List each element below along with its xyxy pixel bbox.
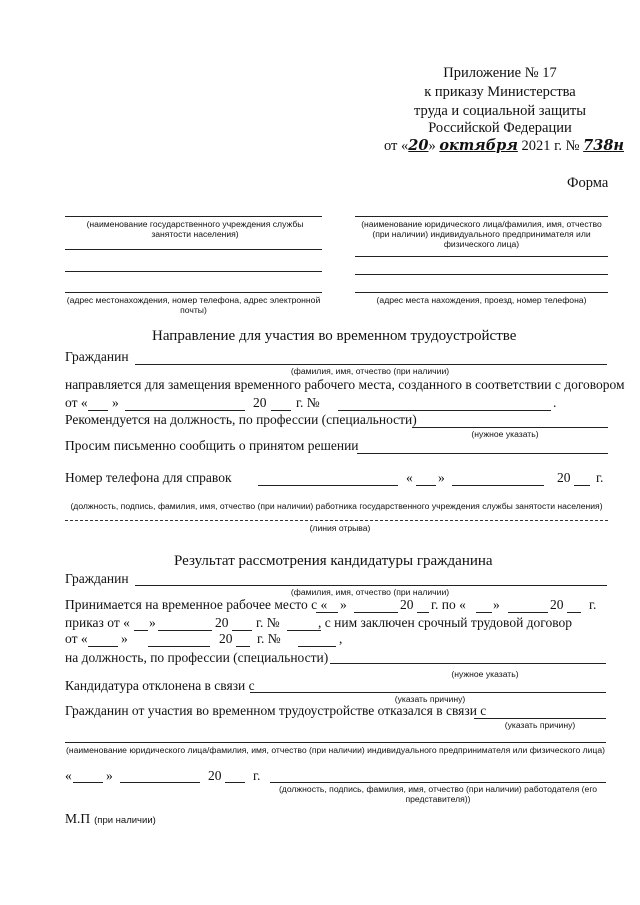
accepted-from-year-prefix: 20 (400, 597, 414, 612)
section1-title: Направление для участия во временном трудоустройстве (152, 328, 517, 344)
contract-concluded-text: , с ним заключен срочный трудовой договор (318, 615, 573, 630)
phone-quote-close: » (438, 470, 445, 485)
contract-number-field[interactable] (338, 410, 551, 411)
contract-day-field[interactable] (88, 410, 108, 411)
decision-year-field[interactable] (225, 782, 245, 783)
order-day-field[interactable] (134, 630, 148, 631)
stamp-note: (при наличии) (94, 815, 156, 826)
contract2-from-label: от « (65, 631, 88, 646)
phone-year-suffix: г. (596, 470, 604, 485)
employer-address-caption: (адрес места нахождения, проезд, номер телефона) (376, 295, 587, 305)
contract2-number-field[interactable] (298, 646, 336, 647)
accepted-to-year-suffix: г. (589, 597, 597, 612)
accepted-text: Принимается на временное рабочее место с « (65, 597, 328, 612)
decision-date-quote-close: » (106, 768, 113, 783)
order-year-prefix: 20 (215, 615, 229, 630)
appendix-order-line: к приказу Министерства (424, 84, 576, 100)
citizen-name-field[interactable] (135, 364, 607, 365)
contract2-year-field[interactable] (236, 646, 250, 647)
accepted-to-label: г. по « (431, 597, 466, 612)
signature-caption: (должность, подпись, фамилия, имя, отчество (при наличии) работника государственного учреждения службы занятости населения) (70, 501, 603, 511)
employer-signature-caption: (должность, подпись, фамилия, имя, отчество (при наличии) работодателя (его представителя)) (278, 784, 598, 804)
order-date-line: от «20» октября 2021 г. № 738н (384, 137, 624, 154)
position-field[interactable] (330, 663, 606, 664)
contract2-month-field[interactable] (148, 646, 210, 647)
order-month-field[interactable] (158, 630, 212, 631)
appendix-ministry-line: труда и социальной защиты (414, 103, 586, 119)
decision-field[interactable] (357, 453, 608, 454)
decision-year-suffix: г. (253, 768, 261, 783)
accepted-from-month-field[interactable] (354, 612, 398, 613)
stamp-block (65, 810, 156, 828)
handwritten-order-number: 738н (583, 137, 624, 154)
recommended-position-field[interactable] (412, 427, 608, 428)
decision-year-prefix: 20 (208, 768, 222, 783)
refused-reason-field[interactable] (474, 718, 606, 719)
cut-line (65, 520, 608, 521)
agency-address-line[interactable] (65, 292, 322, 293)
employer-name-field[interactable] (65, 742, 606, 743)
contract-from-label: от « (65, 395, 88, 410)
decision-day-field[interactable] (73, 782, 103, 783)
stamp-label: М.П (65, 811, 91, 826)
contract-year-field[interactable] (271, 410, 291, 411)
refused-caption: (указать причину) (504, 720, 576, 730)
contract-number-label: г. № (296, 395, 320, 410)
order-year-field[interactable] (232, 630, 252, 631)
phone-day-field[interactable] (416, 485, 436, 486)
contract-quote-close: » (112, 395, 119, 410)
accepted-to-day-field[interactable] (476, 612, 492, 613)
appendix-country-line: Российской Федерации (428, 120, 572, 136)
phone-year-prefix: 20 (557, 470, 571, 485)
phone-quote-open: « (406, 470, 413, 485)
accepted-quote-close: » (340, 597, 347, 612)
accepted-to-year-field[interactable] (567, 612, 581, 613)
contract-year-prefix: 20 (253, 395, 267, 410)
employer-address-line[interactable] (355, 292, 608, 293)
position-caption: (нужное указать) (451, 669, 519, 679)
form-label: Форма (567, 175, 609, 191)
refused-text: Гражданин от участия во временном трудоустройстве отказался в связи с (65, 703, 487, 718)
decision-date-quote-open: « (65, 768, 72, 783)
order-quote-close: » (149, 615, 156, 630)
contract-month-field[interactable] (125, 410, 245, 411)
cut-caption: (линия отрыва) (309, 523, 371, 533)
handwritten-month: октября (439, 137, 518, 154)
citizen-label: Гражданин (65, 349, 129, 364)
phone-field[interactable] (258, 485, 398, 486)
accepted-from-day-field[interactable] (316, 612, 338, 613)
contract2-quote-close: » (121, 631, 128, 646)
citizen-name-caption: (фамилия, имя, отчество (при наличии) (290, 366, 450, 376)
section2-title: Результат рассмотрения кандидатуры гражданина (174, 553, 493, 569)
citizen2-name-field[interactable] (135, 585, 607, 586)
contract2-year-prefix: 20 (219, 631, 233, 646)
employer-signature-field[interactable] (270, 782, 606, 783)
rejected-reason-field[interactable] (250, 692, 606, 693)
employer-name-caption2: (наименование юридического лица/фамилия, имя, отчество (при наличии) индивидуального предпринимателя или физического лица) (65, 745, 605, 755)
order-number-label: г. № (256, 615, 280, 630)
accepted-to-year-prefix: 20 (550, 597, 564, 612)
agency-name-caption: (наименование государственного учреждения службы занятости населения) (86, 219, 304, 239)
position-text: на должность, по профессии (специальности) (65, 650, 329, 665)
contract2-comma: , (339, 631, 343, 646)
order-label: приказ от « (65, 615, 130, 630)
agency-address-caption: (адрес местонахождения, номер телефона, адрес электронной почты) (66, 295, 321, 315)
agency-name-line-2[interactable] (65, 249, 322, 250)
contract2-number-label: г. № (257, 631, 281, 646)
recommended-text: Рекомендуется на должность, по профессии (специальности) (65, 412, 417, 427)
employer-name-line-2[interactable] (355, 256, 608, 257)
recommended-caption: (нужное указать) (471, 429, 539, 439)
citizen2-name-caption: (фамилия, имя, отчество (при наличии) (290, 587, 450, 597)
accepted-from-year-field[interactable] (417, 612, 429, 613)
phone-month-field[interactable] (452, 485, 544, 486)
rejected-text: Кандидатура отклонена в связи с (65, 678, 255, 693)
rejected-caption: (указать причину) (394, 694, 466, 704)
handwritten-day: 20 (408, 137, 429, 154)
contract-dot: . (553, 395, 557, 410)
decision-month-field[interactable] (120, 782, 200, 783)
appendix-number: Приложение № 17 (443, 65, 557, 81)
citizen2-label: Гражданин (65, 571, 129, 586)
contract2-day-field[interactable] (88, 646, 118, 647)
employer-name-line-3[interactable] (355, 274, 608, 275)
agency-name-line-3[interactable] (65, 271, 322, 272)
employer-name-caption: (наименование юридического лица/фамилия, имя, отчество (при наличии) индивидуального предпринимателя или физического лица) (361, 219, 602, 249)
agency-name-line[interactable] (65, 216, 322, 217)
order-number-field[interactable] (287, 630, 321, 631)
accepted-to-month-field[interactable] (508, 612, 548, 613)
accepted-to-quote-close: » (493, 597, 500, 612)
phone-year-field[interactable] (574, 485, 590, 486)
sent-text: направляется для замещения временного рабочего места, созданного в соответствии с договором (65, 377, 625, 392)
phone-label: Номер телефона для справок (65, 470, 232, 485)
employer-name-line[interactable] (355, 216, 608, 217)
request-text: Просим письменно сообщить о принятом решении (65, 438, 359, 453)
